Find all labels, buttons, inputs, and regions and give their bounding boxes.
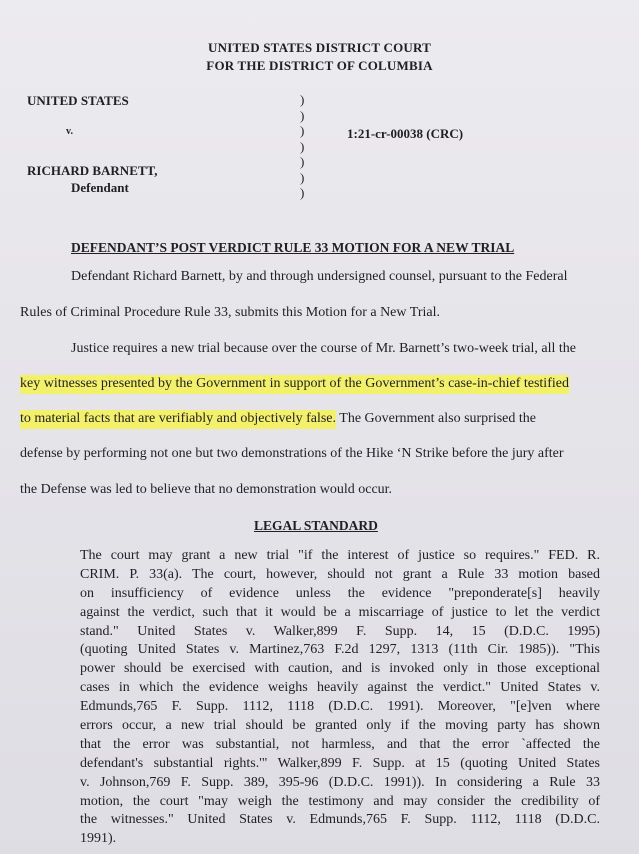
quote-line: cases in which the evidence weighs heavily against the verdict." United States v. xyxy=(80,680,600,696)
quote-line: that the error was substantial, not harmless, and that the error `affected the xyxy=(80,736,600,752)
paragraph-2-line-1: Justice requires a new trial because over the course of Mr. Barnett’s two-week trial, all the xyxy=(71,341,576,356)
quote-line: 1991). xyxy=(80,831,117,847)
quote-line: The court may grant a new trial "if the interest of justice so requires." FED. R. xyxy=(80,548,600,563)
motion-title: DEFENDANT’S POST VERDICT RULE 33 MOTION FOR A NEW TRIAL xyxy=(71,240,515,255)
highlighted-text: key witnesses presented by the Government in support of the Government’s case-in-chief testified xyxy=(20,375,569,394)
caption-plaintiff: UNITED STATES xyxy=(27,93,129,108)
quote-line: power should be exercised with caution, and is invoked only in those exceptional xyxy=(80,661,600,677)
legal-standard-block-quote xyxy=(80,547,600,849)
quote-line: the witnesses." United States v. Edmunds,765 F. Supp. 1112, 1118 (D.D.C. xyxy=(80,812,600,828)
paragraph-2-line-5: the Defense was led to believe that no demonstration would occur. xyxy=(20,482,393,497)
caption-defendant-name: RICHARD BARNETT, xyxy=(27,163,158,178)
case-number: 1:21-cr-00038 (CRC) xyxy=(347,126,464,141)
quote-line: Edmunds,765 F. Supp. 1112, 1118 (D.D.C. 1991). Moreover, "[e]ven where xyxy=(80,699,600,715)
court-name-line-1: UNITED STATES DISTRICT COURT xyxy=(208,40,431,55)
caption-parenthesis-column: ) ) ) ) ) ) ) xyxy=(300,92,305,200)
quote-line: against the verdict, such that it would be a miscarriage of justice to let the verdict xyxy=(80,604,600,620)
court-name-line-2: FOR THE DISTRICT OF COLUMBIA xyxy=(206,58,433,73)
caption-versus: v. xyxy=(66,126,73,137)
quote-line: on insufficiency of evidence unless the evidence "preponderate[s] heavily xyxy=(80,585,600,601)
paragraph-2-line-2 xyxy=(20,376,569,392)
quote-line: v. Johnson,769 F. Supp. 389, 395-96 (D.D.C. 1991)). In considering a Rule 33 xyxy=(80,774,600,790)
highlighted-text: to material facts that are verifiably and objectively false. xyxy=(20,410,336,429)
quote-line: errors occur, a new trial should be granted only if the moving party has shown xyxy=(80,718,600,734)
paragraph-1-line-2: Rules of Criminal Procedure Rule 33, submits this Motion for a New Trial. xyxy=(20,305,440,320)
quote-line: stand." United States v. Walker,899 F. Supp. 14, 15 (D.D.C. 1995) xyxy=(80,623,600,639)
paragraph-2-line-3: to material facts that are verifiably and objectively false. The Government also surprised the xyxy=(20,411,536,427)
quote-line: (quoting United States v. Martinez,763 F.2d 1297, 1313 (11th Cir. 1985)). "This xyxy=(80,642,600,658)
legal-standard-heading: LEGAL STANDARD xyxy=(254,518,378,533)
caption-defendant-role: Defendant xyxy=(71,180,129,195)
paragraph-1-line-1: Defendant Richard Barnett, by and through undersigned counsel, pursuant to the Federal xyxy=(71,269,568,284)
paragraph-2-line-4: defense by performing not one but two demonstrations of the Hike ‘N Strike before the jury after xyxy=(20,446,564,461)
quote-line: defendant's substantial rights.'" Walker,899 F. Supp. at 15 (quoting United States xyxy=(80,755,600,771)
quote-line: CRIM. P. 33(a). The court, however, should not grant a Rule 33 motion based xyxy=(80,566,600,582)
quote-line: motion, the court "may weigh the testimony and may consider the credibility of xyxy=(80,793,600,809)
